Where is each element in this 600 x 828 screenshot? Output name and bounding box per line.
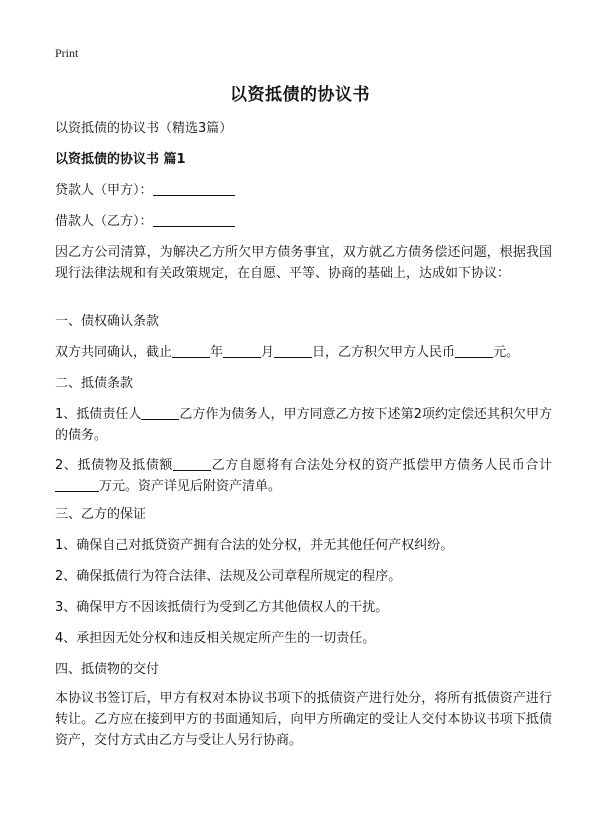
section2-item2 [55,455,552,497]
asset-blank [173,456,211,471]
total-amount-blank [55,477,99,492]
section1-text-part1: 双方共同确认，截止 [55,345,173,360]
borrower-label: 借款人（乙方）： [55,214,153,229]
section1-text [55,342,519,363]
section2-heading: 二、抵债条款 [55,376,134,391]
debtor-blank [141,405,179,420]
intro-paragraph: 因乙方公司清算，为解决乙方所欠甲方债务事宜，双方就乙方债务偿还问题，根据我国现行法律法规和有关政策规定，在自愿、平等、协商的基础上，达成如下协议： [55,245,552,281]
month-blank [223,343,261,358]
section3-heading: 三、乙方的保证 [55,507,147,522]
day-blank [274,343,312,358]
section1-text-part2: 年 [210,345,224,360]
section2-item2-part2: 乙方自愿将有合法处分权的资产抵偿甲方债务人民币合计 [211,458,552,473]
section3-item: 2、确保抵债行为符合法律、法规及公司章程所规定的程序。 [55,569,402,584]
borrower-blank [153,212,235,227]
chapter-heading: 以资抵债的协议书 篇1 [55,152,186,167]
section3-item: 4、承担因无处分权和违反相关规定所产生的一切责任。 [55,631,376,646]
section1-text-part3: 月 [261,345,275,360]
lender-line [55,180,235,201]
section2-item1-part2: 乙方作为债务人，甲方同意乙方按下述第2项约定偿还其积欠甲方的债务。 [55,407,552,443]
lender-label: 贷款人（甲方）： [55,183,153,198]
section4-heading: 四、抵债物的交付 [55,662,160,677]
section2-item2-part3: 万元。资产详见后附资产清单。 [99,479,282,494]
section1-heading: 一、债权确认条款 [55,314,160,329]
document-subtitle: 以资抵债的协议书（精选3篇） [55,121,233,136]
amount-blank [455,343,493,358]
lender-blank [153,181,235,196]
section2-item1 [55,404,552,446]
section4-paragraph: 本协议书签订后，甲方有权对本协议书项下的抵债资产进行处分，将所有抵债资产进行转让。乙方应在接到甲方的书面通知后，向甲方所确定的受让人交付本协议书项下抵债资产，交付方式由乙方与受让人另行协商。 [55,691,552,748]
document-title: 以资抵债的协议书 [230,85,370,105]
section2-item1-part1: 1、抵债责任人 [55,407,142,422]
section1-text-part4: 日，乙方积欠甲方人民币 [312,345,456,360]
borrower-line [55,211,235,232]
year-blank [172,343,210,358]
print-label: Print [55,46,79,60]
section3-item: 3、确保甲方不因该抵债行为受到乙方其他债权人的干扰。 [55,600,389,615]
section1-text-part5: 元。 [493,345,520,360]
section2-item2-part1: 2、抵债物及抵债额 [55,458,174,473]
section3-item: 1、确保自己对抵贷资产拥有合法的处分权，并无其他任何产权纠纷。 [55,538,454,553]
